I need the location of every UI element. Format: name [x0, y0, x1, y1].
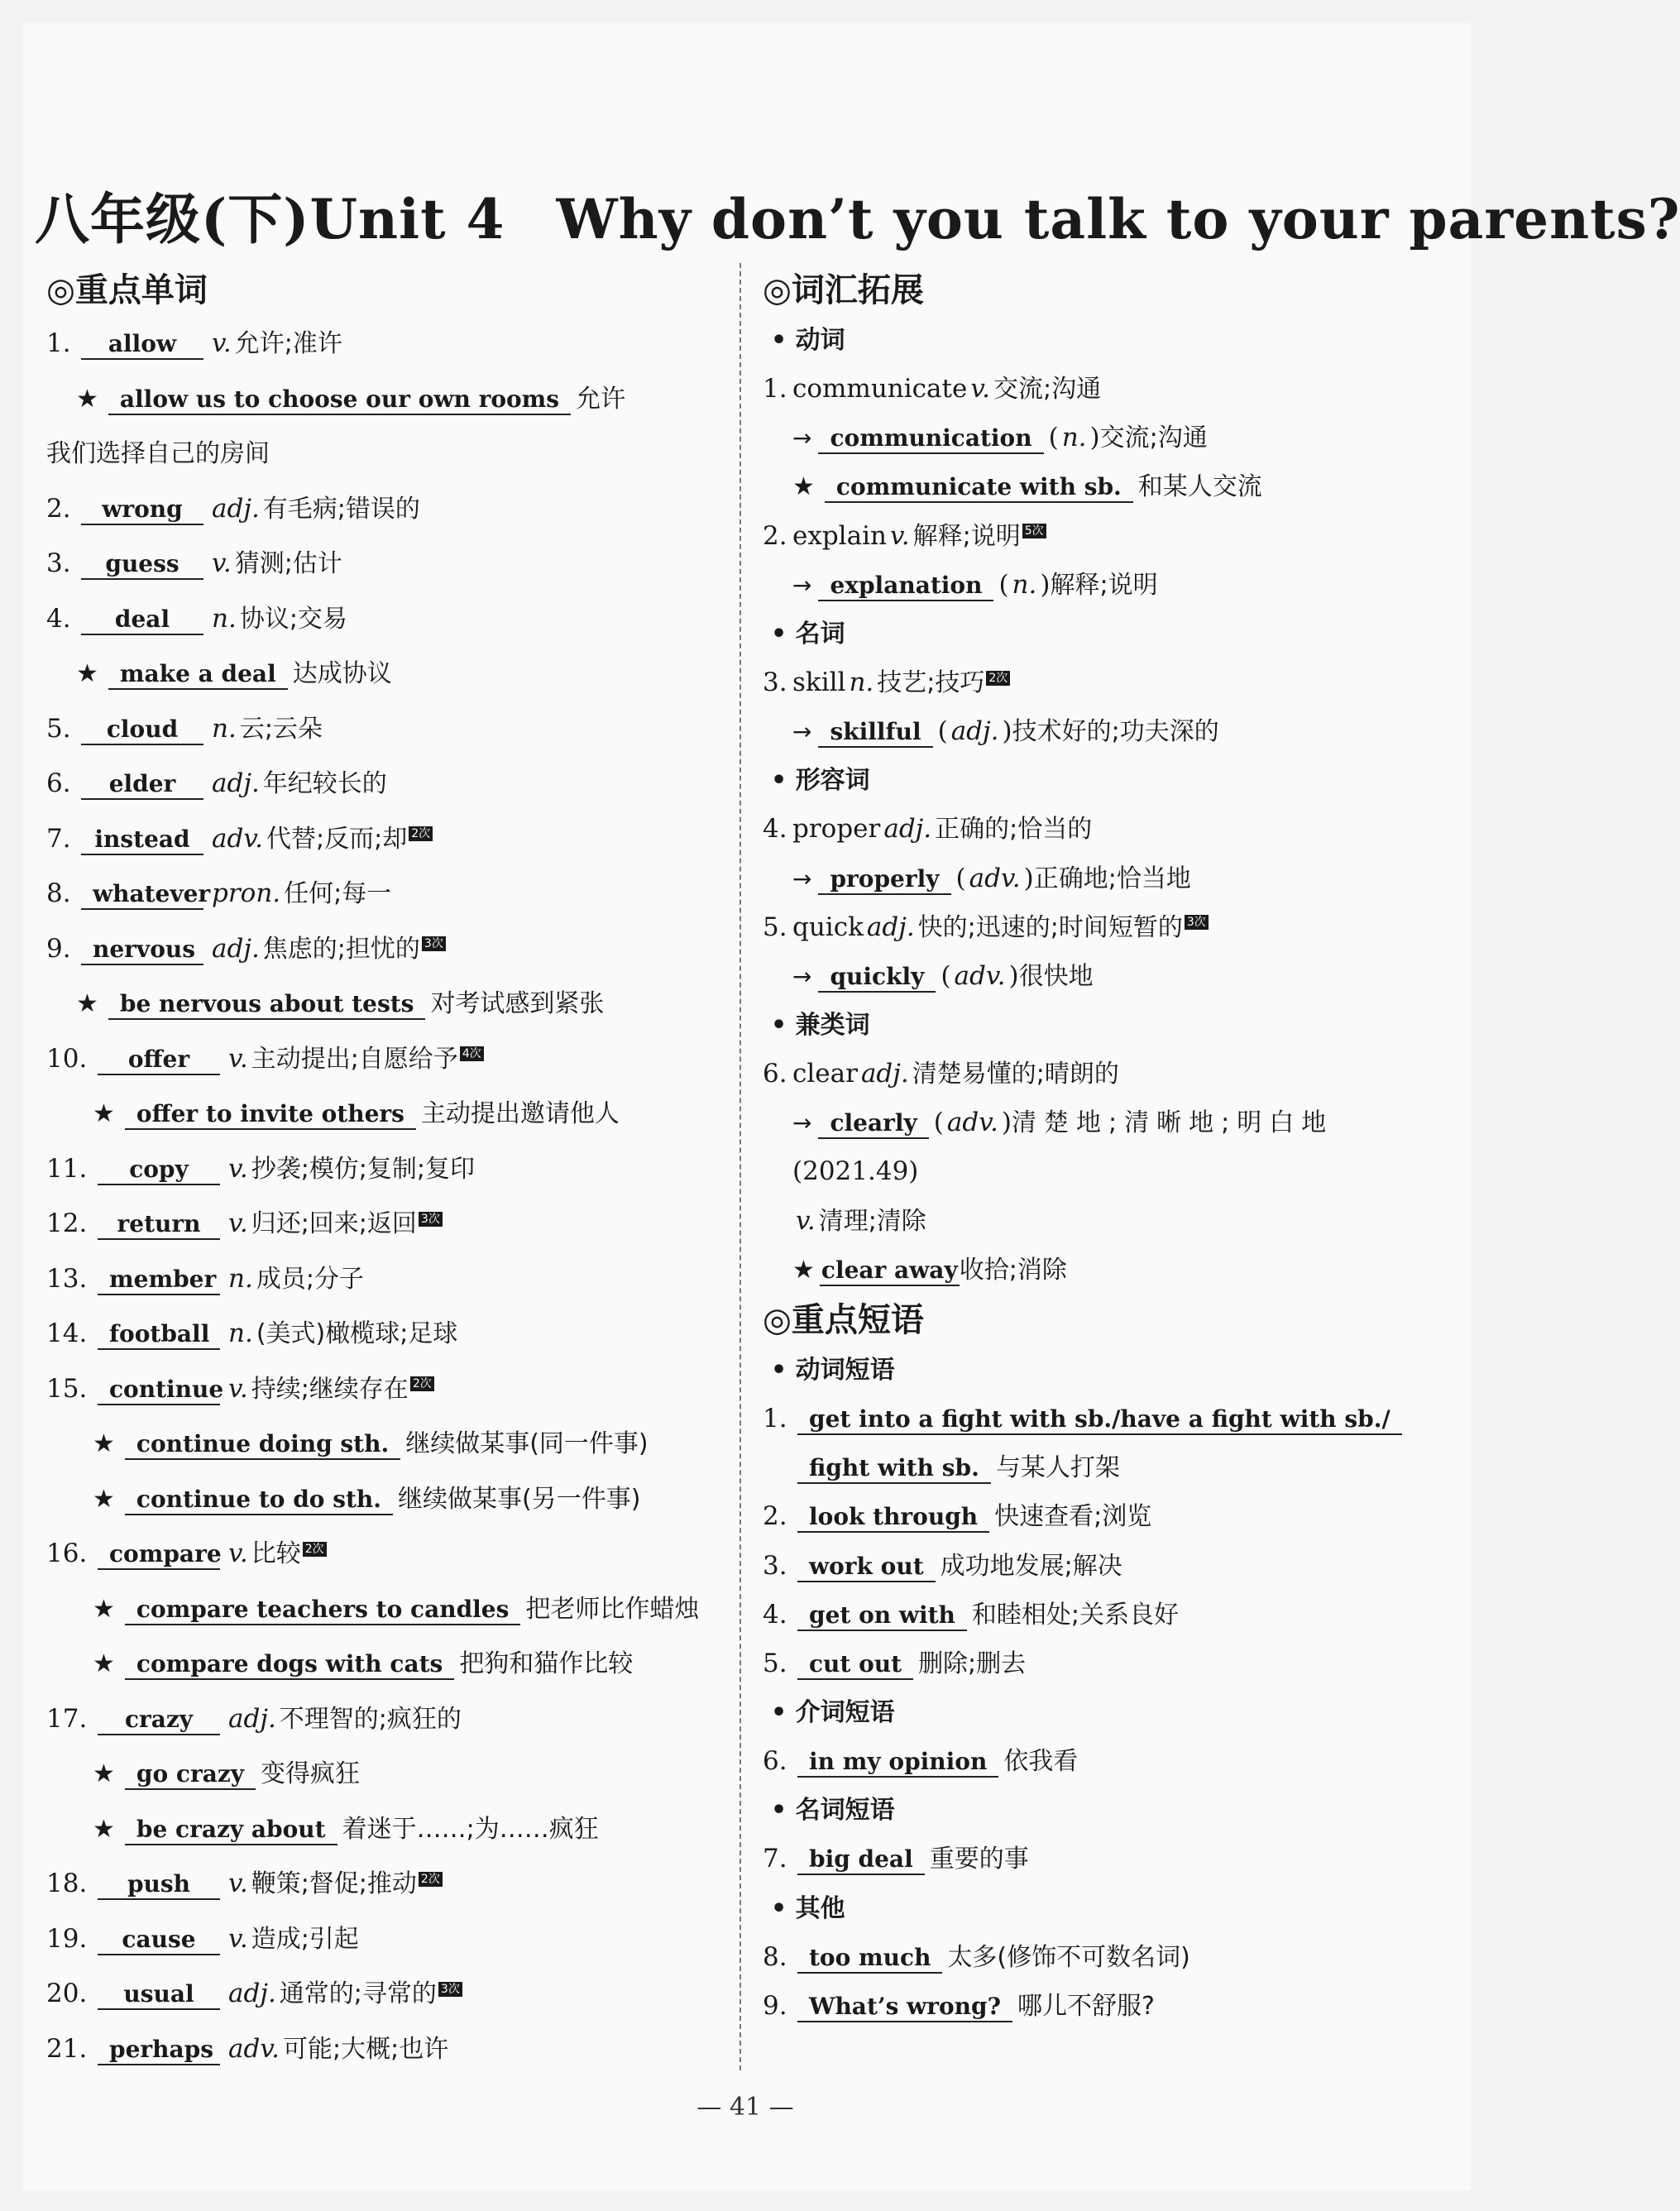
arrow-icon: → — [792, 571, 812, 599]
word-item: 3. guess v. 猜测;估计 — [46, 548, 342, 578]
phrase-item: ★ communicate with sb. 和某人交流 — [792, 472, 1262, 502]
vocab-item: 1. communicate v. 交流;沟通 — [763, 374, 1102, 404]
phrase-item: ★ offer to invite others 主动提出邀请他人 — [93, 1099, 620, 1128]
star-icon: ★ — [93, 1759, 115, 1788]
star-icon: ★ — [76, 659, 98, 688]
derived-item: → skillful ( adj. )技术好的;功夫深的 — [792, 716, 1219, 747]
arrow-icon: → — [792, 864, 812, 893]
phrase-item: 1. get into a fight with sb./have a fight with sb./ — [763, 1395, 1457, 1443]
word-item: 6. elder adj. 年纪较长的 — [46, 768, 387, 798]
title-en: Why don’t you talk to your parents? — [556, 187, 1680, 251]
phrase-item: ★ compare dogs with cats 把狗和猫作比较 — [93, 1649, 634, 1678]
word-item: 17. crazy adj. 不理智的;疯狂的 — [46, 1703, 462, 1734]
subheading-noun: • 名词 — [771, 619, 845, 648]
frequency-badge: 5次 — [1022, 524, 1046, 538]
page-number: — 41 — — [696, 2093, 794, 2122]
star-icon: ★ — [792, 1255, 815, 1285]
section-heading-key-phrases: ◎重点短语 — [763, 1301, 924, 1339]
frequency-badge: 3次 — [438, 1982, 462, 1997]
star-icon: ★ — [93, 1594, 115, 1624]
word-item: 4. deal n. 协议;交易 — [46, 603, 347, 634]
subheading-prepositional-phrases: • 介词短语 — [771, 1698, 895, 1728]
section-heading-vocab-expansion: ◎词汇拓展 — [763, 271, 924, 309]
subheading-adjective: • 形容词 — [771, 766, 870, 796]
arrow-icon: → — [792, 1109, 812, 1137]
phrase-item: 8. too much 太多(修饰不可数名词) — [763, 1941, 1190, 1972]
vocab-item: 5. quick adj. 快的;迅速的;时间短暂的 3次 — [763, 903, 1457, 952]
frequency-badge: 2次 — [303, 1542, 327, 1557]
derived-item: → clearly ( adv. )清楚地;清晰地;明白地 — [792, 1108, 1334, 1138]
vocab-item: 4. proper adj. 正确的;恰当的 — [763, 814, 1093, 845]
star-icon: ★ — [93, 1649, 115, 1678]
vocabulary-column — [763, 265, 1457, 2031]
phrase-item: ★ compare teachers to candles 把老师比作蜡烛 — [93, 1594, 700, 1624]
word-item: 19. cause v. 造成;引起 — [46, 1923, 359, 1954]
word-item: 11. copy v. 抄袭;模仿;复制;复印 — [46, 1153, 476, 1184]
phrase-item: ★ clear away收拾;消除 — [792, 1255, 1067, 1285]
word-item: 18. push v. 鞭策;督促;推动 2次 — [46, 1856, 720, 1912]
frequency-badge: 2次 — [419, 1872, 443, 1887]
phrase-item: 6. in my opinion 依我看 — [763, 1746, 1079, 1777]
star-icon: ★ — [76, 989, 98, 1018]
frequency-badge: 3次 — [422, 936, 446, 951]
key-words-column — [46, 265, 720, 2076]
year-reference: (2021.49) — [792, 1156, 919, 1187]
star-icon: ★ — [93, 1429, 115, 1458]
derived-item: → explanation ( n. )解释;说明 — [792, 569, 1158, 600]
vocab-item: 2. explain v. 解释;说明 5次 — [763, 512, 1457, 561]
word-item: 21. perhaps adv. 可能;大概;也许 — [46, 2033, 449, 2064]
subheading-verb: • 动词 — [771, 326, 845, 355]
subheading-others: • 其他 — [771, 1893, 845, 1923]
phrase-item: ★ go crazy 变得疯狂 — [93, 1759, 361, 1788]
vocab-item: 3. skill n. 技艺;技巧 2次 — [763, 658, 1457, 707]
star-icon: ★ — [93, 1814, 115, 1844]
phrase-item: ★ be crazy about 着迷于……;为……疯狂 — [93, 1814, 599, 1844]
phrase-item: ★ make a deal 达成协议 — [76, 659, 392, 688]
word-item: 10. offer v. 主动提出;自愿给予 4次 — [46, 1031, 720, 1087]
frequency-badge: 2次 — [986, 671, 1010, 686]
star-icon: ★ — [93, 1484, 115, 1514]
word-item: 5. cloud n. 云;云朵 — [46, 713, 323, 744]
frequency-badge: 3次 — [1185, 915, 1209, 930]
column-divider — [739, 263, 741, 2070]
phrase-item: 9. What’s wrong? 哪儿不舒服? — [763, 1990, 1155, 2021]
phrase-item: ★ continue to do sth. 继续做某事(另一件事) — [93, 1484, 641, 1514]
arrow-icon: → — [792, 424, 812, 452]
title-zh: 八年级(下)Unit 4 — [35, 187, 505, 251]
page-title — [35, 175, 1680, 254]
phrase-continuation: fight with sb. 与某人打架 — [763, 1443, 1457, 1492]
phrase-item: 3. work out 成功地发展;解决 — [763, 1550, 1122, 1581]
phrase-item: 5. cut out 删除;删去 — [763, 1648, 1027, 1678]
frequency-badge: 4次 — [460, 1046, 484, 1061]
subheading-noun-phrases: • 名词短语 — [771, 1796, 895, 1826]
phrase-item: 7. big deal 重要的事 — [763, 1844, 1029, 1874]
word-item: 8. whateverpron. 任何;每一 — [46, 878, 392, 908]
derived-item: → communication ( n. )交流;沟通 — [792, 423, 1208, 453]
word-item: 1. allow v. 允许;准许 — [46, 328, 342, 358]
word-item: 16. compare v. 比较 2次 — [46, 1526, 720, 1582]
word-item: 2. wrong adj. 有毛病;错误的 — [46, 493, 420, 524]
phrase-item: ★ continue doing sth. 继续做某事(同一件事) — [93, 1429, 649, 1458]
phrase-item: 2. look through 快速查看;浏览 — [763, 1501, 1152, 1532]
word-item: 9. nervous adj. 焦虑的;担忧的 3次 — [46, 921, 720, 977]
star-icon: ★ — [93, 1099, 115, 1128]
star-icon: ★ — [76, 384, 98, 414]
arrow-icon: → — [792, 718, 812, 746]
section-heading-key-words: ◎重点单词 — [46, 271, 208, 309]
derived-item: → quickly ( adv. )很快地 — [792, 960, 1094, 991]
frequency-badge: 3次 — [419, 1212, 443, 1227]
vocab-item: 6. clear adj. 清楚易懂的;晴朗的 — [763, 1059, 1119, 1089]
word-item: 20. usual adj. 通常的;寻常的 3次 — [46, 1966, 720, 2022]
frequency-badge: 2次 — [410, 1376, 434, 1391]
phrase-item: 4. get on with 和睦相处;关系良好 — [763, 1599, 1179, 1630]
word-item: 13. member n. 成员;分子 — [46, 1263, 364, 1294]
subheading-verb-phrases: • 动词短语 — [771, 1356, 895, 1385]
derived-item: → properly ( adv. )正确地;恰当地 — [792, 863, 1191, 893]
word-item: 7. instead adv. 代替;反而;却 2次 — [46, 811, 720, 867]
subheading-multi-class: • 兼类词 — [771, 1011, 870, 1041]
frequency-badge: 2次 — [409, 826, 433, 841]
phrase-item: ★ be nervous about tests 对考试感到紧张 — [76, 989, 605, 1018]
word-item: 15. continue v. 持续;继续存在 2次 — [46, 1362, 720, 1417]
star-icon: ★ — [792, 472, 815, 502]
phrase-item: ★ allow us to choose our own rooms 允许 — [76, 384, 626, 414]
arrow-icon: → — [792, 962, 812, 990]
word-item: 12. return v. 归还;回来;返回 3次 — [46, 1196, 720, 1251]
word-item: 14. football n. (美式)橄榄球;足球 — [46, 1318, 458, 1348]
phrase-continuation: 我们选择自己的房间 — [46, 439, 270, 468]
verb-sense: v. 清理;清除 — [796, 1205, 926, 1236]
